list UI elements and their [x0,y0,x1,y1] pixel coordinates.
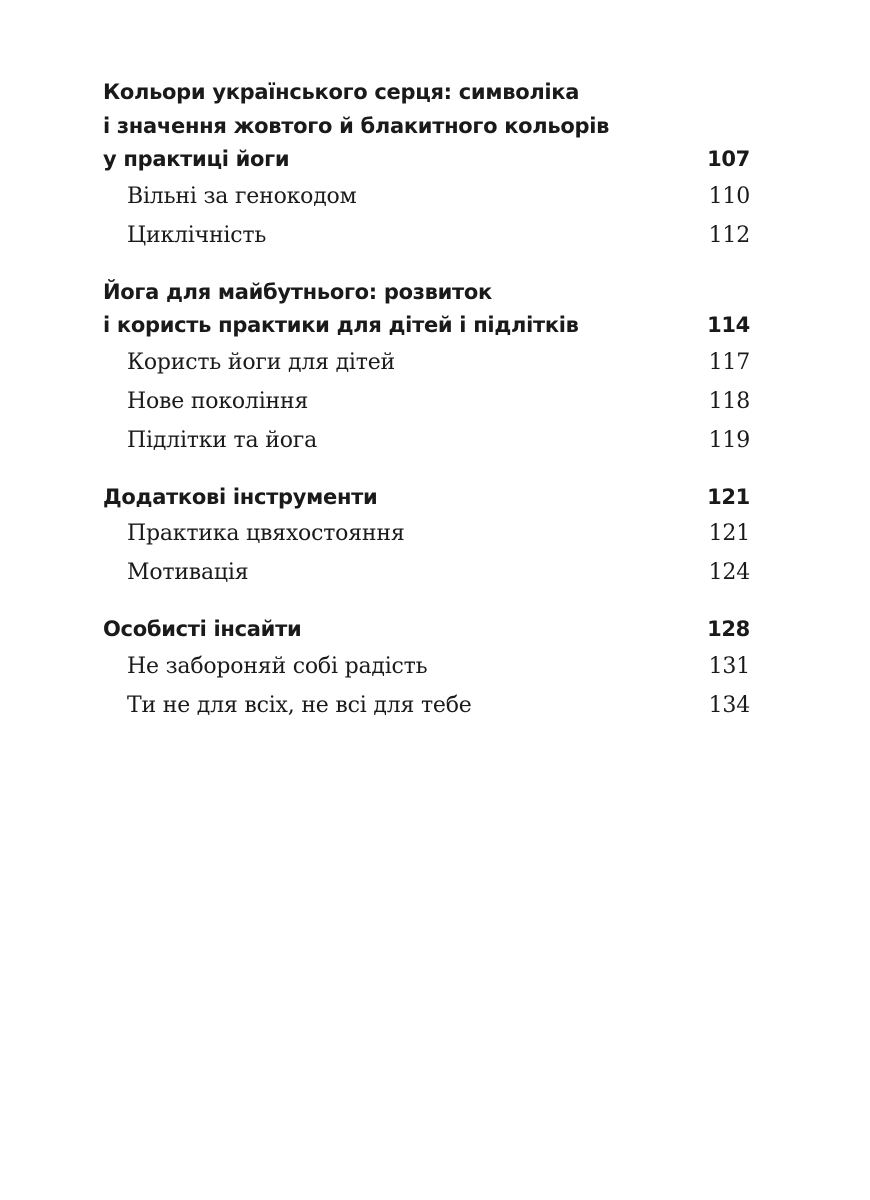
chapter-title-line: у практиці йоги [103,147,290,171]
chapter-entry[interactable] [103,613,750,647]
chapter-entry[interactable] [103,76,750,177]
subsection-title: Підлітки та йога [127,427,317,453]
chapter-title-last-line [103,143,750,177]
chapter-title-last-line [103,481,750,515]
subsection-page-number: 110 [708,183,750,209]
subsection-entry[interactable] [103,553,750,592]
chapter-page-number: 121 [707,484,750,509]
subsection-title: Не забороняй собі радість [127,653,428,679]
subsection-title: Практика цвяхостояння [127,521,405,546]
subsection-page-number: 118 [708,388,750,414]
subsection-page-number: 124 [708,560,750,585]
toc-section-tools [103,481,750,593]
subsection-entry[interactable] [103,216,750,255]
subsection-entry[interactable] [103,514,750,553]
chapter-title-line: Особисті інсайти [103,617,302,641]
subsection-title: Ти не для всіх, не всі для тебе [127,692,472,718]
chapter-page-number: 107 [707,147,750,171]
subsection-entry[interactable] [103,421,750,460]
subsection-title: Вільні за генокодом [127,183,357,209]
chapter-title-line: Додаткові інструменти [103,484,378,509]
chapter-title-line: і значення жовтого й блакитного кольорів [103,113,610,138]
table-of-contents [103,76,750,746]
subsection-entry[interactable] [103,382,750,421]
toc-section-insights [103,613,750,725]
subsection-entry[interactable] [103,343,750,382]
toc-section-colors [103,76,750,255]
subsection-page-number: 121 [708,521,750,546]
chapter-entry[interactable] [103,276,750,343]
subsection-page-number: 134 [708,692,750,718]
subsection-title: Циклічність [127,222,267,248]
toc-section-yoga-future [103,276,750,460]
subsection-page-number: 131 [708,653,750,679]
subsection-entry[interactable] [103,686,750,725]
subsection-entry[interactable] [103,647,750,686]
chapter-entry[interactable] [103,481,750,515]
subsection-entry[interactable] [103,177,750,216]
chapter-page-number: 128 [707,617,750,641]
chapter-page-number: 114 [707,313,750,337]
subsection-title: Мотивація [127,560,249,585]
subsection-page-number: 117 [708,349,750,375]
chapter-title-line: Кольори українського серця: символіка [103,80,580,104]
chapter-title-last-line [103,613,750,647]
subsection-title: Нове покоління [127,388,309,414]
subsection-page-number: 112 [708,222,750,248]
chapter-title-line: Йога для майбутнього: розвиток [103,279,493,304]
subsection-title: Користь йоги для дітей [127,349,396,375]
subsection-page-number: 119 [708,427,750,453]
chapter-title-last-line [103,309,750,343]
chapter-title-line: і користь практики для дітей і підлітків [103,313,579,337]
